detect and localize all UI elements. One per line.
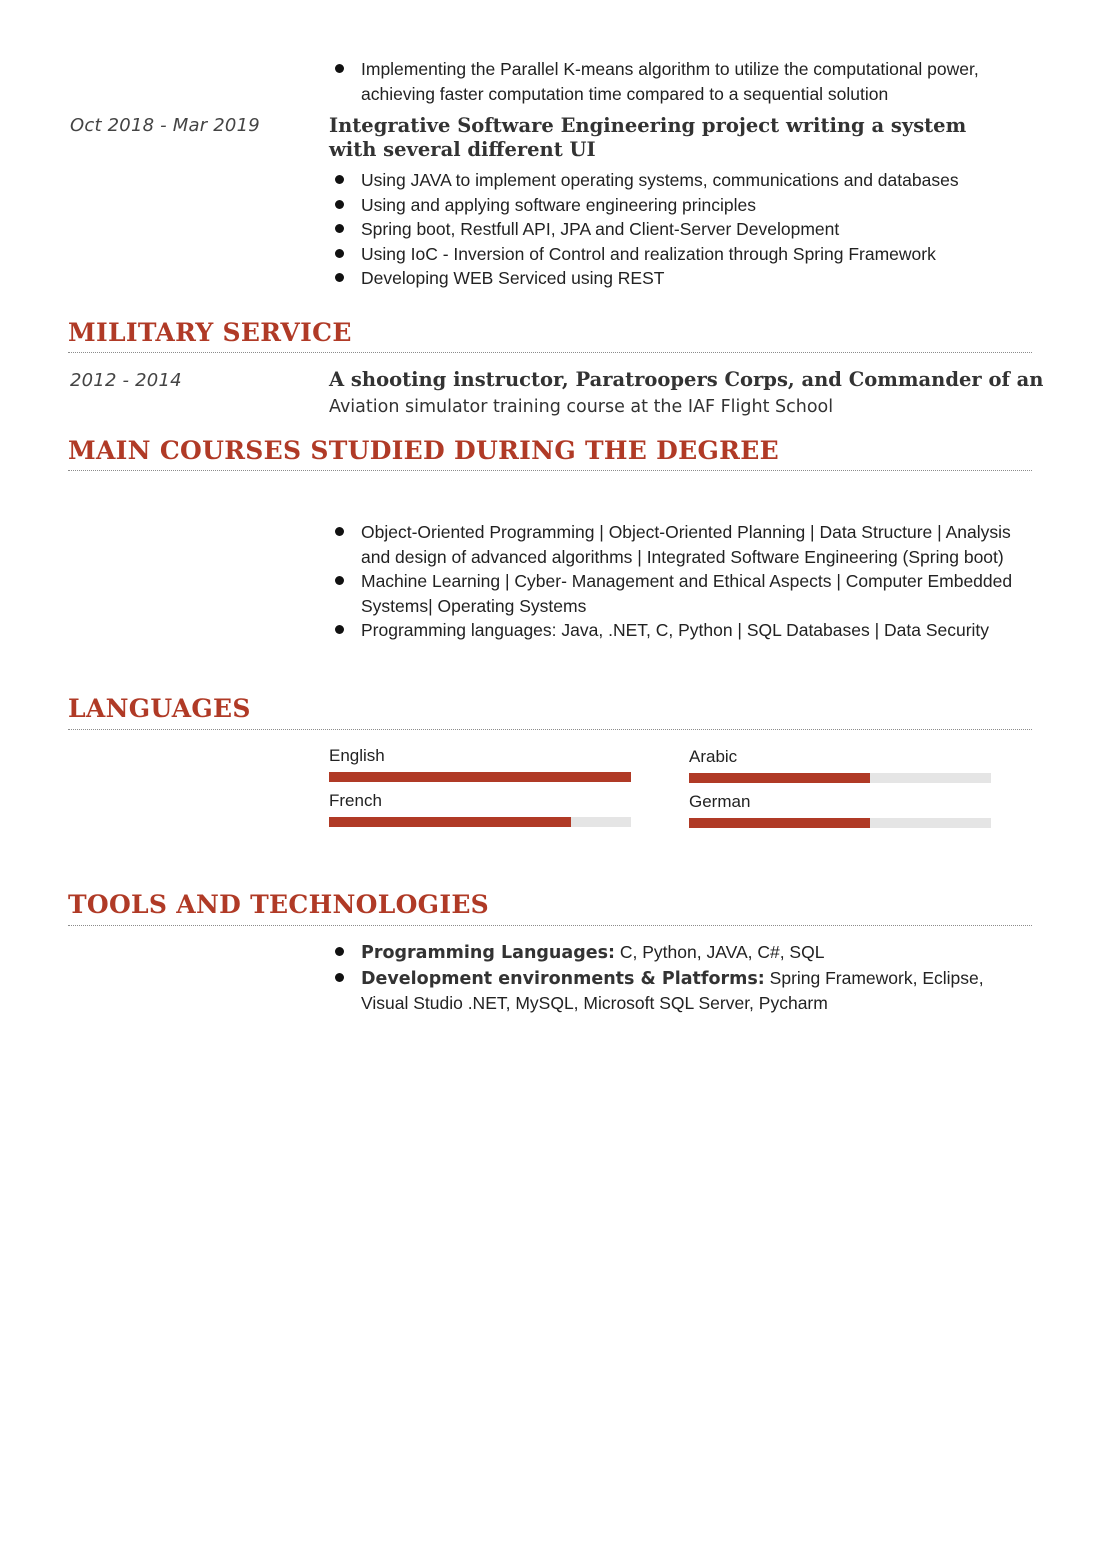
language-level-bar-german xyxy=(689,818,991,828)
courses-heading: MAIN COURSES STUDIED DURING THE DEGREE xyxy=(68,436,779,465)
language-name-german: German xyxy=(689,792,751,811)
tool-category-value: C, Python, JAVA, C#, SQL xyxy=(615,942,825,962)
bullet-icon xyxy=(335,249,344,258)
military-date: 2012 - 2014 xyxy=(70,370,182,391)
bullet-icon xyxy=(335,273,344,282)
list-item xyxy=(329,940,1029,966)
tools-heading: TOOLS AND TECHNOLOGIES xyxy=(68,890,490,919)
bullet-icon xyxy=(335,576,344,585)
top-bullet-list xyxy=(329,57,1029,106)
list-item: Using JAVA to implement operating systems, communications and databases xyxy=(329,168,1029,193)
section-divider xyxy=(68,470,1032,471)
list-item: Using and applying software engineering principles xyxy=(329,193,1029,218)
project-date: Oct 2018 - Mar 2019 xyxy=(70,115,260,136)
project-title: Integrative Software Engineering project writing a system with several different UI xyxy=(329,114,967,161)
bullet-icon xyxy=(335,973,344,982)
list-item xyxy=(329,966,1029,1016)
bullet-icon xyxy=(335,200,344,209)
language-name-arabic: Arabic xyxy=(689,747,738,766)
tool-category-value: Spring Framework, Eclipse, Visual Studio .NET, MySQL, Microsoft SQL Server, Pycharm xyxy=(361,967,984,1013)
courses-bullet-list xyxy=(329,520,1029,643)
section-divider xyxy=(68,925,1032,926)
list-item: Using IoC - Inversion of Control and realization through Spring Framework xyxy=(329,242,1029,267)
language-level-fill-arabic xyxy=(689,773,870,783)
language-level-bar-french xyxy=(329,817,631,827)
language-name-english: English xyxy=(329,746,385,765)
project-bullet-list xyxy=(329,168,1029,291)
languages-heading: LANGUAGES xyxy=(68,694,251,723)
tool-category-label: Programming Languages: xyxy=(361,943,616,963)
tools-bullet-list xyxy=(329,940,1029,1016)
language-level-fill-english xyxy=(329,772,631,782)
military-heading: MILITARY SERVICE xyxy=(68,318,352,347)
list-item: Implementing the Parallel K-means algorithm to utilize the computational power, achieving faster computation time compared to a sequential solution xyxy=(329,57,1029,106)
list-item: Developing WEB Serviced using REST xyxy=(329,266,1029,291)
tool-category-label: Development environments & Platforms: xyxy=(361,968,765,989)
language-level-fill-french xyxy=(329,817,571,827)
language-level-bar-arabic xyxy=(689,773,991,783)
section-divider xyxy=(68,352,1032,353)
language-level-bar-english xyxy=(329,772,631,782)
military-subtitle: Aviation simulator training course at the IAF Flight School xyxy=(329,397,834,417)
bullet-icon xyxy=(335,175,344,184)
bullet-icon xyxy=(335,625,344,634)
bullet-icon xyxy=(335,64,344,73)
list-item: Machine Learning | Cyber- Management and Ethical Aspects | Computer Embedded Systems| Operating Systems xyxy=(329,569,1029,618)
list-item: Spring boot, Restfull API, JPA and Client-Server Development xyxy=(329,217,1029,242)
bullet-icon xyxy=(335,947,344,956)
list-item: Object-Oriented Programming | Object-Oriented Planning | Data Structure | Analysis and design of advanced algorithms | Integrated Software Engineering (Spring boot) xyxy=(329,520,1029,569)
bullet-icon xyxy=(335,224,344,233)
bullet-icon xyxy=(335,527,344,536)
language-name-french: French xyxy=(329,791,382,810)
military-title: A shooting instructor, Paratroopers Corps, and Commander of an xyxy=(329,368,1044,391)
list-item: Programming languages: Java, .NET, C, Python | SQL Databases | Data Security xyxy=(329,618,1029,643)
language-level-fill-german xyxy=(689,818,870,828)
section-divider xyxy=(68,729,1032,730)
